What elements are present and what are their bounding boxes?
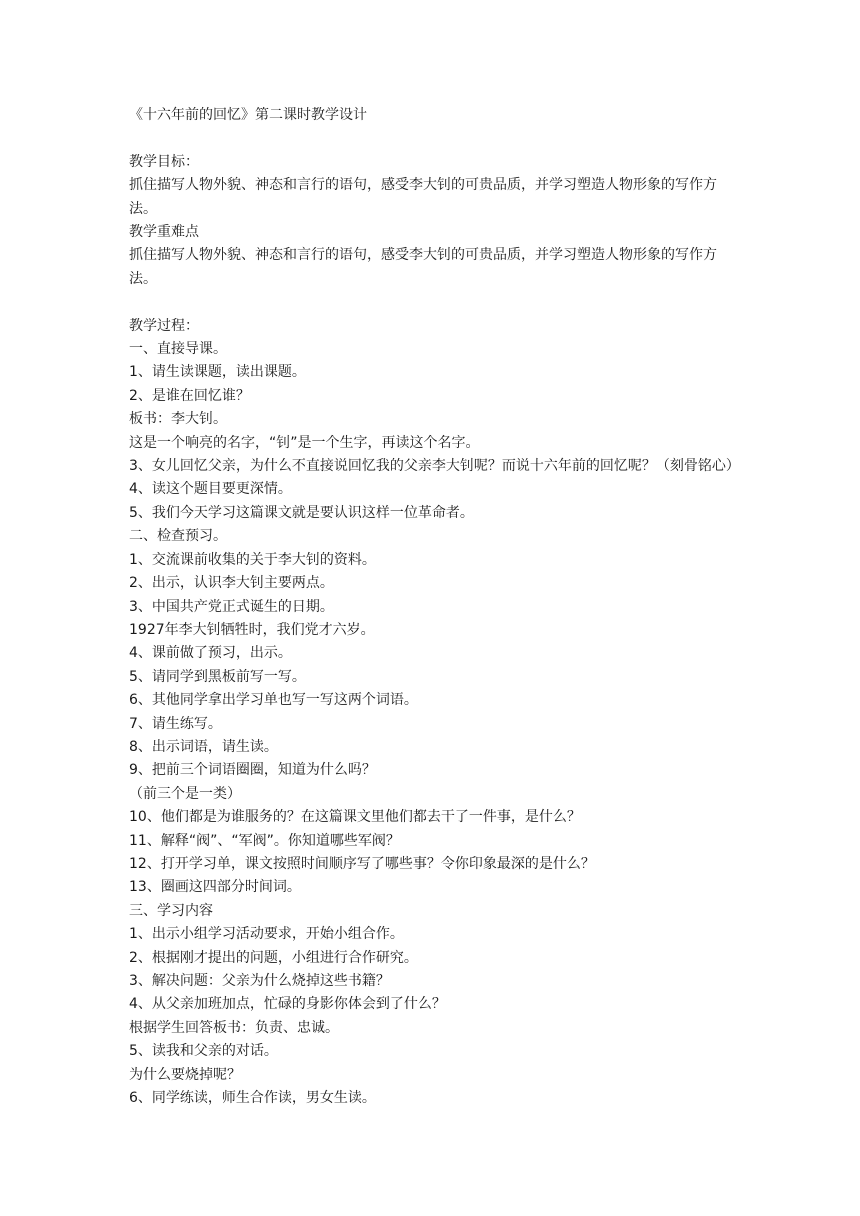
key-points-text: 抓住描写人物外貌、神态和言行的语句，感受李大钊的可贵品质，并学习塑造人物形象的写作方法。 [129,247,717,287]
process-line: 1、交流课前收集的关于李大钊的资料。 [129,551,376,568]
process-heading: 教学过程： [129,317,199,334]
process-line: 2、根据刚才提出的问题，小组进行合作研究。 [129,949,418,966]
process-line: （前三个是一类） [129,785,241,802]
process-line: 4、读这个题目要更深情。 [129,481,292,498]
process-line: 6、同学练读，师生合作读，男女生读。 [129,1090,376,1107]
process-line: 9、把前三个词语圈圈，知道为什么吗？ [129,762,376,779]
process-line: 12、打开学习单，课文按照时间顺序写了哪些事？令你印象最深的是什么？ [129,855,595,872]
process-line: 11、解释“阀”、“军阀”。你知道哪些军阀？ [129,832,400,849]
process-line: 7、请生练写。 [129,715,222,732]
process-line: 4、课前做了预习，出示。 [129,645,292,662]
process-line: 5、我们今天学习这篇课文就是要认识这样一位革命者。 [129,504,474,521]
process-line: 三、学习内容 [129,902,213,919]
process-line: 根据学生回答板书：负责、忠诚。 [129,1019,339,1036]
objectives-text: 抓住描写人物外貌、神态和言行的语句，感受李大钊的可贵品质，并学习塑造人物形象的写作方法。 [129,177,717,217]
process-line: 3、中国共产党正式诞生的日期。 [129,598,334,615]
key-points-heading: 教学重难点 [129,224,199,241]
process-line: 1、出示小组学习活动要求，开始小组合作。 [129,926,404,943]
process-line: 1927年李大钊牺牲时，我们党才六岁。 [129,621,375,638]
process-line: 2、是谁在回忆谁？ [129,387,250,404]
process-line: 3、女儿回忆父亲，为什么不直接说回忆我的父亲李大钊呢？而说十六年前的回忆呢？（刻骨铭心） [129,458,740,475]
blank-line [129,127,733,150]
process-line: 5、请同学到黑板前写一写。 [129,668,306,685]
process-line: 这是一个响亮的名字，“钊”是一个生字，再读这个名字。 [129,434,480,451]
process-lines [129,338,740,1110]
process-line: 1、请生读课题，读出课题。 [129,364,306,381]
process-line: 6、其他同学拿出学习单也写一写这两个词语。 [129,692,418,709]
process-line: 为什么要烧掉呢？ [129,1066,241,1083]
process-line: 2、出示，认识李大钊主要两点。 [129,575,334,592]
process-line: 13、圈画这四部分时间词。 [129,879,301,896]
blank-line [129,291,733,314]
process-line: 3、解决问题：父亲为什么烧掉这些书籍？ [129,973,390,989]
process-line: 一、直接导课。 [129,341,227,358]
document-page [129,104,740,1110]
process-line: 4、从父亲加班加点，忙碌的身影你体会到了什么？ [129,996,446,1013]
objectives-heading: 教学目标： [129,153,199,170]
document-title: 《十六年前的回忆》第二课时教学设计 [129,107,367,123]
process-line: 板书：李大钊。 [129,411,227,428]
process-line: 8、出示词语，请生读。 [129,738,278,755]
process-line: 10、他们都是为谁服务的？在这篇课文里他们都去干了一件事，是什么？ [129,809,581,826]
process-line: 5、读我和父亲的对话。 [129,1043,278,1060]
process-line: 二、检查预习。 [129,528,227,545]
